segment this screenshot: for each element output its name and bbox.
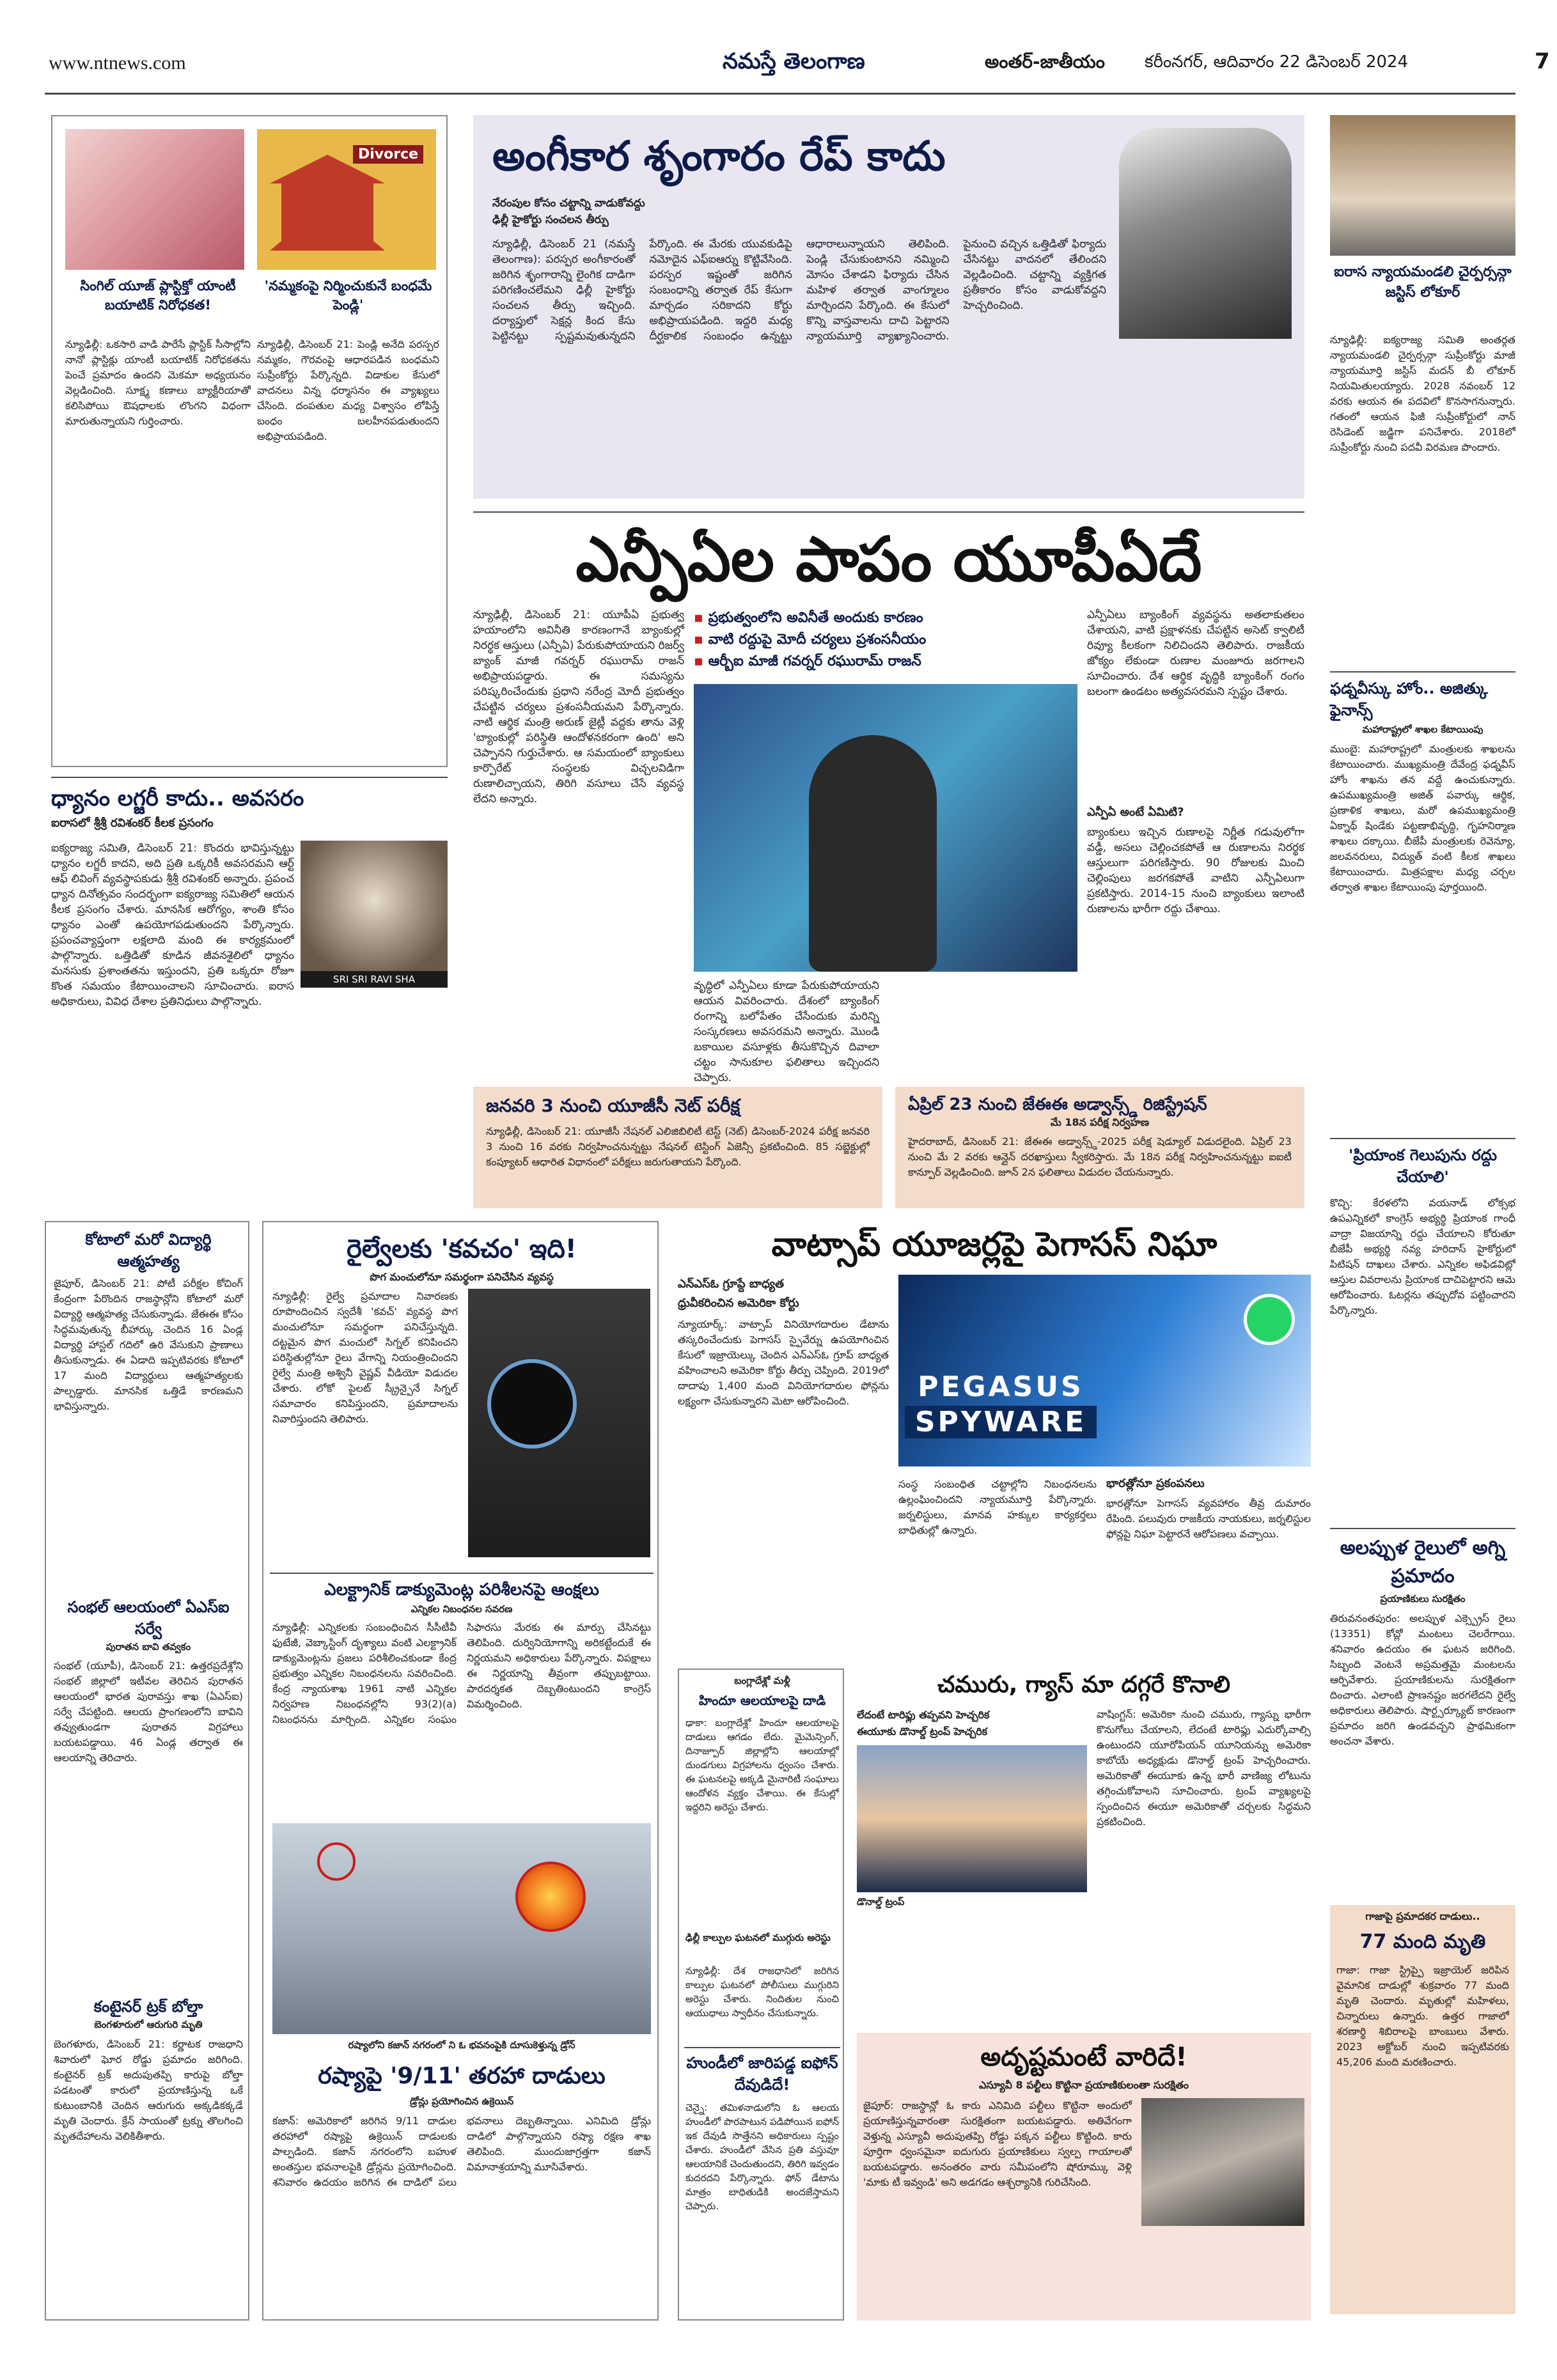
kavach-article — [262, 1221, 659, 2321]
rule-meditation — [51, 777, 448, 778]
sambhal-sub: పురాతన బావి తవ్వకం — [106, 1641, 191, 1653]
russia-body: కజాన్: అమెరికాలో జరిగిన 9/11 దాడుల తరహాలో రష్యాపై ఉక్రెయిన్ దాడులకు పాల్పడింది. కజాన్ నగరంలోని బహుళ అంతస్తుల భవనాలపైకి డ్రోన్లను ప్రయోగించింది. శనివారం ఉదయం జరిగిన ఈ దాడిలో పలు భవనాలు దెబ్బతిన్నాయి. ఎనిమిది డ్రోన్లు దాడిలో పాల్గొన్నాయని రష్యా రక్షణ శాఖ తెలిపింది. ముందుజాగ్రత్తగా కజాన్ విమానాశ్రయాన్ని మూసివేశారు. — [272, 2115, 651, 2188]
kavach-body: న్యూఢిల్లీ: రైల్వే ప్రమాదాల నివారణకు రూపొందించిన స్వదేశీ 'కవచ్' వ్యవస్థ పొగ మంచులోనూ సమర్థంగా పనిచేస్తున్నది. దట్టమైన పొగ మంచులో సిగ్నల్ కనిపించని పరిస్థితుల్లోనూ రైలు వేగాన్ని నియంత్రించిందని రైల్వే మంత్రి అశ్వినీ వైష్ణవ్ వీడియో విడుదల చేశారు. లోకో పైలట్ స్క్రీన్పైనే సిగ్నల్ సమాచారం కనిపిస్తుందని, ప్రమాదాలను నివారిస్తుందని తెలిపారు. — [272, 1290, 458, 1425]
jee-sub: మే 18న పరీక్ష నిర్వహణ — [1050, 1116, 1150, 1128]
body-plastic: న్యూఢిల్లీ: ఒకసారి వాడి పారేసే ప్లాస్టిక్ సీసాల్లోని నానో ప్లాస్టిక్లు యాంటీ బయాటిక్ నిరోధకతను పెంచే ప్రమాదం ఉందని మెకమా అధ్యయనం వెల్లడించింది. సూక్ష్మ కణాలు బ్యాక్టీరియాతో కలిసిపోయి ఔషధాలకు లొంగని విధంగా మారుతున్నాయని గుర్తించారు. — [65, 338, 251, 427]
npa-body-3: వృద్ధిలో ఎన్పీఏలు కూడా పేరుకుపోయాయని ఆయన వివరించారు. దేశంలో బ్యాంకింగ్ రంగాన్ని బలోపేతం చేసేందుకు మరిన్ని సంస్కరణలు అవసరమని అన్నారు. మొండి బకాయిల వసూళ్లకు తీసుకొచ్చిన దివాలా చట్టం సానుకూల ఫలితాలు ఇచ్చిందని చెప్పారు. — [694, 979, 879, 1084]
court-icon — [270, 155, 385, 251]
lokur-photo — [1330, 115, 1515, 256]
docs-headline: ఎలక్ట్రానిక్ డాక్యుమెంట్ల పరిశీలనపై ఆంక్షలు — [324, 1580, 599, 1599]
pegasus-word: PEGASUS — [918, 1371, 1084, 1403]
lucky-headline: అదృష్టమంటే వారిదే! — [980, 2042, 1187, 2072]
speedometer-icon — [487, 1359, 577, 1449]
train-fire-article — [1330, 1534, 1515, 1899]
kavach-sub: పొగ మంచులోనూ సమర్థంగా పనిచేసిన వ్యవస్థ — [370, 1271, 554, 1283]
bangladesh-headline: హిందూ ఆలయాలపై దాడి — [698, 1693, 826, 1708]
russia-sub: డ్రోన్లు ప్రయోగించిన ఉక్రెయిన్ — [409, 2096, 514, 2107]
consent-headline: అంగీకార శృంగారం రేప్ కాదు — [492, 133, 946, 180]
iphone-headline: హుండీలో జారిపడ్డ ఐఫోన్ దేవుడిదే! — [686, 2054, 838, 2094]
gaza-headline: 77 మంది మృతి — [1359, 1931, 1486, 1953]
speaker-silhouette — [809, 735, 937, 972]
divorce-text: Divorce — [353, 145, 423, 164]
divorce-image — [257, 129, 436, 270]
bullet-item: ▪ ఆర్బీఐ మాజీ గవర్నర్ రఘురామ్ రాజన్ — [694, 651, 1077, 673]
jee-article — [895, 1087, 1304, 1208]
fadnavis-body: ముంబై: మహారాష్ట్రలో మంత్రులకు శాఖలను కేటాయించారు. ముఖ్యమంత్రి దేవేంద్ర ఫడ్నవీస్ హోం శాఖను తన వద్దే ఉంచుకున్నారు. ఉపముఖ్యమంత్రి అజిత్ పవార్కు ఆర్థిక, ప్రణాళిక శాఖలు, మరో ఉపముఖ్యమంత్రి ఏక్నాథ్ షిండేకు పట్టణాభివృద్ధి, గృహనిర్మాణ శాఖలు దక్కాయి. బీజేపీ మంత్రులకు రెవెన్యూ, జలవనరులు, విద్యుత్ వంటి కీలక శాఖలు కేటాయించారు. మిత్రపక్షాల మధ్య చర్చల తర్వాత శాఖల కేటాయింపు పూర్తయింది. — [1330, 743, 1515, 893]
lokur-article — [1330, 115, 1515, 665]
ugc-headline: జనవరి 3 నుంచి యూజీసీ నెట్ పరీక్ష — [486, 1095, 740, 1116]
caption-plastic: సింగిల్ యూజ్ ప్లాస్టిక్తో యాంటీ బయాటిక్ నిరోధకత! — [80, 278, 236, 313]
fadnavis-headline: ఫడ్నవీస్కు హోం.. అజిత్కు ఫైనాన్స్ — [1330, 680, 1488, 719]
priyanka-headline: 'ప్రియాంక గెలుపును రద్దు చేయాలి' — [1348, 1146, 1498, 1186]
paper-name: నమస్తే తెలంగాణ — [723, 49, 865, 74]
body-marriage: న్యూఢిల్లీ, డిసెంబర్ 21: పెండ్లి అనేది పరస్పర నమ్మకం, గౌరవంపై ఆధారపడిన బంధమని సుప్రీంకోర్టు పేర్కొన్నది. విడాకుల కేసులో వాదనలు విన్న ధర్మాసనం ఈ వ్యాఖ్యలు చేసింది. దంపతుల మధ్య విశ్వాసం లోపిస్తే బంధం బలహీనపడుతుందని అభిప్రాయపడింది. — [257, 338, 439, 442]
infographic-box — [51, 115, 448, 767]
pegasus-headline: వాట్సాప్ యూజర్లపై పెగాసస్ నిఘా — [771, 1225, 1217, 1264]
bullet-item: ఢిల్లీ హైకోర్టు సంచలన తీర్పు — [492, 214, 609, 226]
bacteria-image — [65, 129, 244, 270]
bullet-item: లేదంటే టారిఫ్లు తప్పవని హెచ్చరిక — [857, 1709, 990, 1721]
priyanka-body: కొచ్చి: కేరళలోని వయనాడ్ లోక్సభ ఉపఎన్నికలో కాంగ్రెస్ అభ్యర్థి ప్రియాంక గాంధీ వాద్రా విజయాన్ని రద్దు చేయాలని కోరుతూ బీజేపీ అభ్యర్థి నవ్య హరిదాస్ హైకోర్టులో పిటిషన్ దాఖలు చేశారు. ఎన్నికల అఫిడవిట్లో ఆస్తుల వివరాలను ప్రియాంక దాచిపెట్టారని ఆమె ఆరోపించారు. ఓటర్లను తప్పుదోవ పట్టించారని పేర్కొన్నారు. — [1330, 1197, 1515, 1316]
gaza-label: గాజాపై ప్రమాదకర దాడులు.. — [1365, 1910, 1480, 1922]
npa-article — [473, 518, 1304, 1084]
meditation-sub: ఐరాసలో శ్రీశ్రీ రవిశంకర్ కీలక ప్రసంగం — [51, 816, 214, 830]
npa-sidehead: ఎన్పీఏ అంటే ఏమిటి? — [1087, 805, 1184, 819]
meditation-body: ఐక్యరాజ్య సమితి, డిసెంబర్ 21: కొందరు భావిస్తున్నట్టు ధ్యానం లగ్జరీ కాదని, అది ప్రతి ఒక్కరికీ అవసరమని ఆర్ట్ ఆఫ్ లివింగ్ వ్యవస్థాపకుడు శ్రీశ్రీ రవిశంకర్ అన్నారు. ప్రపంచ ధ్యాన దినోత్సవం సందర్భంగా ఐక్యరాజ్య సమితిలో ఆయన కీలక ప్రసంగం చేశారు. మానసిక ఆరోగ్యం, శాంతి కోసం ధ్యానం ఎంతో ఉపయోగపడుతుందని పేర్కొన్నారు. ప్రపంచవ్యాప్తంగా లక్షలాది మంది ఈ కార్యక్రమంలో పాల్గొన్నారు. ఒత్తిడితో కూడిన జీవనశైలిలో ధ్యానం మనసుకు ప్రశాంతతను ఇస్తుందని, ప్రతి ఒక్కరూ రోజూ కొంత సమయం కేటాయించాలని సూచించారు. ఐరాస అధికారులు, వివిధ దేశాల ప్రతినిధులు పాల్గొన్నారు. — [51, 842, 294, 1008]
fadnavis-sub: మహారాష్ట్రలో శాఖల కేటాయింపు — [1362, 724, 1483, 735]
priyanka-article — [1330, 1144, 1515, 1521]
rajan-photo — [694, 684, 1077, 972]
kota-body: జైపూర్, డిసెంబర్ 21: పోటీ పరీక్షల కోచింగ్ కేంద్రంగా పేరొందిన రాజస్థాన్లోని కోటాలో మరో విద్యార్థి ఆత్మహత్య చేసుకున్నాడు. జేఈఈ కోసం సిద్ధమవుతున్న బీహార్కు చెందిన 16 ఏండ్ల విద్యార్థి హాస్టల్ గదిలో ఉరి వేసుకుని ప్రాణాలు తీసుకున్నాడు. ఈ ఏడాది ఇప్పటివరకు కోటాలో 17 మంది విద్యార్థులు ఆత్మహత్యలకు పాల్పడ్డారు. మానసిక ఒత్తిడే కారణమని భావిస్తున్నారు. — [54, 1277, 243, 1412]
dateline: కరీంనగర్, ఆదివారం 22 డిసెంబర్ 2024 — [1145, 52, 1409, 72]
site-url[interactable]: www.ntnews.com — [49, 52, 186, 74]
russia-headline: రష్యాపై '9/11' తరహా దాడులు — [318, 2063, 606, 2089]
rule-iphone — [684, 2047, 840, 2048]
lokur-headline: ఐరాస న్యాయమండలి చైర్పర్సన్గా జస్టిస్ లోకూర్ — [1334, 264, 1512, 300]
rule-priyanka — [1330, 1138, 1515, 1139]
bullet-item: ఎన్ఎస్ఓ గ్రూప్దే బాధ్యత — [678, 1277, 785, 1291]
gaza-body: గాజా: గాజా స్ట్రిప్పై ఇజ్రాయెల్ జరిపిన వైమానిక దాడుల్లో శుక్రవారం 77 మంది మృతి చెందారు. మృతుల్లో మహిళలు, చిన్నారులు ఉన్నారు. ఉత్తర గాజాలో శరణార్థి శిబిరాలపై బాంబులు వేశారు. 2023 అక్టోబర్ నుంచి ఇప్పటివరకు 45,206 మంది మరణించారు. — [1336, 1964, 1509, 2068]
pegasus-body-2: సంస్థ సంబంధిత చట్టాల్లోని నిబంధనలను ఉల్లంఘించిందని న్యాయమూర్తి పేర్కొన్నారు. జర్నలిస్టులు, మానవ హక్కుల కార్యకర్తలు బాధితుల్లో ఉన్నారు. — [898, 1478, 1097, 1536]
drone-caption: రష్యాలోని కజాన్ నగరంలో ని ఓ భవనంపైకి దూసుకెళ్తున్న డ్రోన్ — [348, 2039, 575, 2051]
drone-attack-image — [272, 1823, 651, 2034]
ravishankar-photo — [301, 841, 448, 988]
lokur-body: న్యూఢిల్లీ: ఐక్యరాజ్య సమితి అంతర్గత న్యాయమండలి చైర్పర్సన్గా సుప్రీంకోర్టు మాజీ న్యాయమూర్తి జస్టిస్ మదన్ బీ లోకూర్ నియమితులయ్యారు. 2028 నవంబర్ 12 వరకు ఆయన ఈ పదవిలో కొనసాగనున్నారు. గతంలో ఆయన ఫిజీ సుప్రీంకోర్టులో నాన్ రెసిడెంట్ జడ్జిగా పనిచేశారు. 2018లో సుప్రీంకోర్టు నుంచి పదవీ విరమణ పొందారు. — [1330, 334, 1515, 453]
iphone-body: చెన్నై: తమిళనాడులోని ఓ ఆలయ హుండీలో పొరపాటున పడిపోయిన ఐఫోన్ ఇక దేవుడి సొత్తేనని అధికారులు స్పష్టం చేశారు. హుండీలో వేసిన ప్రతి వస్తువూ ఆలయానికే చెందుతుందని, తిరిగి ఇవ్వడం కుదరదని పేర్కొన్నారు. ఫోన్ డేటాను మాత్రం బాధితుడికి అందజేస్తామని చెప్పారు. — [685, 2102, 839, 2212]
banner-text: SRI SRI RAVI SHA — [301, 971, 448, 988]
trump-headline: చమురు, గ్యాస్ మా దగ్గరే కొనాలి — [937, 1672, 1230, 1698]
meditation-headline: ధ్యానం లగ్జరీ కాదు.. అవసరం — [51, 786, 304, 811]
couple-image — [1119, 128, 1292, 339]
truck-body: బెంగళూరు, డిసెంబర్ 21: కర్ణాటక రాజధాని శివారులో ఘోర రోడ్డు ప్రమాదం జరిగింది. కంటైనర్ ట్రక్ అదుపుతప్పి కారుపై బోల్తా పడటంతో కారులో ప్రయాణిస్తున్న ఒకే కుటుంబానికి చెందిన ఆరుగురు అక్కడికక్కడే మృతి చెందారు. క్రేన్ సాయంతో ట్రక్ను తొలగించి మృతదేహాలను వెలికితీశారు. — [54, 2038, 243, 2142]
lucky-body: జైపూర్: రాజస్థాన్లో ఓ కారు ఎనిమిది పల్టీలు కొట్టినా అందులో ప్రయాణిస్తున్నవారంతా సురక్షితంగా బయటపడ్డారు. అతివేగంగా వెళ్తున్న ఎస్యూవీ అదుపుతప్పి రోడ్డు పక్కన పల్టీలు కొట్టింది. కారు పూర్తిగా ధ్వంసమైనా ఐదుగురు ప్రయాణికులు స్వల్ప గాయాలతో బయటపడ్డారు. అనంతరం వారు సమీపంలోని షోరూమ్కు వెళ్లి 'మాకు టీ ఇవ్వండి' అని అడగడం ఆశ్చర్యానికి గురిచేసింది. — [863, 2099, 1132, 2188]
pegasus-article — [678, 1221, 1311, 1656]
ugc-body: న్యూఢిల్లీ, డిసెంబర్ 21: యూజీసీ నేషనల్ ఎలిజిబిలిటీ టెస్ట్ (నెట్) డిసెంబర్-2024 పరీక్ష జనవరి 3 నుంచి 16 వరకు నిర్వహించనున్నట్టు నేషనల్ టెస్టింగ్ ఏజెన్సీ ప్రకటించింది. 85 సబ్జెక్టుల్లో కంప్యూటర్ ఆధారిత విధానంలో పరీక్షలు జరుగుతాయని పేర్కొంది. — [486, 1125, 870, 1168]
trump-body: వాషింగ్టన్: అమెరికా నుంచి చమురు, గ్యాస్ను భారీగా కొనుగోలు చేయాలని, లేదంటే టారిఫ్లు ఎదుర్కోవాల్సి ఉంటుందని యూరోపియన్ యూనియన్ను అమెరికా కాబోయే అధ్యక్షుడు డొనాల్డ్ ట్రంప్ హెచ్చరించారు. అమెరికాతో ఈయూకు ఉన్న భారీ వాణిజ్య లోటును తగ్గించుకోవాలని సూచించారు. ట్రంప్ వ్యాఖ్యలపై స్పందించిన ఈయూ అమెరికాతో చర్చలకు సిద్ధమని ప్రకటించింది. — [1097, 1708, 1311, 1828]
fire-blast — [515, 1862, 586, 1932]
bullet-item: నేరంపుల కోసం చట్టాన్ని వాడుకోవద్దు — [492, 197, 645, 210]
trump-article — [857, 1668, 1311, 2026]
pegasus-sidehead: భారత్లోనూ ప్రకంపనలు — [1106, 1477, 1205, 1490]
gaza-article — [1330, 1905, 1515, 2314]
caption-marriage: 'నమ్మకంపై నిర్మించుకునే బంధమే పెండ్లి' — [264, 278, 432, 313]
lucky-article — [857, 2033, 1311, 2321]
sambhal-body: సంభల్ (యూపీ), డిసెంబర్ 21: ఉత్తరప్రదేశ్లోని సంభల్ జిల్లాలో ఇటీవల తెరిచిన పురాతన ఆలయంలో భారత పురావస్తు శాఖ (ఏఎస్ఐ) సర్వే చేపట్టింది. ఆలయ ప్రాంగణంలోని బావిని తవ్వుతుండగా పురాతన విగ్రహాలు బయటపడ్డాయి. 46 ఏండ్ల తర్వాత ఈ ఆలయాన్ని తెరిచారు. — [54, 1660, 243, 1764]
bangladesh-body: ఢాకా: బంగ్లాదేశ్లో హిందూ ఆలయాలపై దాడులు ఆగడం లేదు. మైమెన్సింగ్, దినాజ్పూర్ జిల్లాల్లోని ఆలయాల్లో దుండగులు విగ్రహాలను ధ్వంసం చేశారు. ఈ ఘటనలపై అక్కడి మైనారిటీ సంఘాలు ఆందోళన వ్యక్తం చేశాయి. ఈ కేసుల్లో ఇద్దరిని అరెస్టు చేశారు. — [685, 1717, 839, 1813]
drone-marker — [317, 1842, 356, 1881]
sambhal-headline: సంభల్ ఆలయంలో ఏఎస్ఐ సర్వే — [67, 1598, 230, 1638]
docs-sub: ఎన్నికల నిబంధనల సవరణ — [411, 1603, 513, 1615]
fadnavis-article — [1330, 678, 1515, 1125]
pegasus-body-3: భారత్లోనూ పెగాసస్ వ్యవహారం తీవ్ర దుమారం రేపింది. పలువురు రాజకీయ నాయకులు, జర్నలిస్టుల ఫోన్లపై నిఘా పెట్టారనే ఆరోపణలు వచ్చాయి. — [1106, 1497, 1311, 1540]
bullet-item: ఈయూకు డొనాల్డ్ ట్రంప్ హెచ్చరిక — [857, 1725, 988, 1738]
trump-caption: డొనాల్డ్ ట్రంప్ — [857, 1896, 905, 1908]
page-number: 7 — [1535, 49, 1550, 74]
masthead — [45, 45, 1550, 83]
jee-body: హైదరాబాద్, డిసెంబర్ 21: జేఈఈ అడ్వాన్స్డ్-2025 పరీక్ష షెడ్యూల్ విడుదలైంది. ఏప్రిల్ 23 నుంచి మే 2 వరకు ఆన్లైన్ దరఖాస్తులు స్వీకరిస్తారు. మే 18న పరీక్ష నిర్వహించనున్నట్టు ఐఐటీ కాన్పూర్ వెల్లడించింది. జూన్ 2న ఫలితాలు విడుదల చేయనున్నారు. — [908, 1135, 1292, 1178]
wrecked-car-photo — [1141, 2098, 1304, 2226]
kota-headline: కోటాలో మరో విద్యార్థి ఆత్మహత్య — [85, 1231, 212, 1270]
whatsapp-icon — [1244, 1294, 1295, 1345]
delhi-sidehead: ఢిల్లీ కాల్పుల ఘటనలో ముగ్గురు అరెస్టు — [685, 1932, 831, 1943]
bullet-item: ధ్రువీకరించిన అమెరికా కోర్టు — [678, 1296, 799, 1310]
npa-body-2: ఎన్పీఏలు బ్యాంకింగ్ వ్యవస్థను అతలాకుతలం చేశాయని, వాటి ప్రక్షాళనకు చేపట్టిన అసెట్ క్వాలిటీ రివ్యూ కీలకంగా నిలిచిందని తెలిపారు. రాజకీయ జోక్యం లేకుండా రుణాల మంజూరు జరగాలని సూచించారు. దేశ ఆర్థిక వృద్ధికి బ్యాంకింగ్ రంగం బలంగా ఉండటం అత్యవసరమని స్పష్టం చేశారు. — [1087, 609, 1304, 698]
delhi-body: న్యూఢిల్లీ: దేశ రాజధానిలో జరిగిన కాల్పుల ఘటనలో పోలీసులు ముగ్గురిని అరెస్టు చేశారు. నిందితుల నుంచి ఆయుధాలు స్వాధీనం చేసుకున్నారు. — [685, 1965, 839, 2019]
lucky-sub: ఎస్యూవీ 8 పల్టీలు కొట్టినా ప్రయాణికులంతా సురక్షితం — [978, 2079, 1189, 2091]
rule-docs — [270, 1573, 653, 1574]
bangladesh-box — [678, 1668, 844, 2321]
masthead-rule — [45, 93, 1515, 95]
rule-npa — [473, 511, 1304, 513]
kavach-headline: రైల్వేలకు 'కవచం' ఇది! — [347, 1234, 577, 1264]
spyware-word: SPYWARE — [905, 1406, 1097, 1438]
locomotive-dashboard-image — [468, 1289, 650, 1557]
npa-body-1: న్యూఢిల్లీ, డిసెంబర్ 21: యూపీఏ ప్రభుత్వ హయాంలోని అవినీతి కారణంగానే బ్యాంకుల్లో నిరర్థక ఆస్తులు (ఎన్పీఏ) పేరుకుపోయాయని రిజర్వ్ బ్యాంక్ మాజీ గవర్నర్ రఘురామ్ రాజన్ అభిప్రాయపడ్డారు. ఈ సమస్యను పరిష్కరించేందుకు ప్రధాని నరేంద్ర మోదీ ప్రభుత్వం చేపట్టిన చర్యలు ప్రశంసనీయమని పేర్కొన్నారు. నాటి ఆర్థిక మంత్రి అరుణ్ జైట్లీ వద్దకు తాను వెళ్లి 'బ్యాంకుల్లో పరిస్థితి ఆందోళనకరంగా ఉంది' అని చెప్పానని గుర్తుచేశారు. ఆ సమయంలో బ్యాంకులు కార్పొరేట్ సంస్థలకు విచ్చలవిడిగా రుణాలిచ్చాయని, తిరిగి వసూలు చేసే వ్యవస్థ లేదని అన్నారు. — [473, 609, 684, 805]
pegasus-body-1: న్యూయార్క్: వాట్సాప్ వినియోగదారుల డేటాను తస్కరించేందుకు పెగాసస్ స్పైవేర్ను ఉపయోగించిన కేసులో ఇజ్రాయెల్కు చెందిన ఎన్ఎస్ఓ గ్రూప్ బాధ్యత వహించాలని అమెరికా కోర్టు తీర్పు చెప్పింది. 2019లో దాదాపు 1,400 మంది వినియోగదారుల ఫోన్లను లక్ష్యంగా చేసుకున్నారని మెటా ఆరోపించింది. — [678, 1318, 889, 1407]
bullet-item: ▪ వాటి రద్దుపై మోదీ చర్యలు ప్రశంసనీయం — [694, 629, 1077, 651]
bullet-item: ▪ ప్రభుత్వంలోని అవినీతే అందుకు కారణం — [694, 607, 1077, 629]
ugc-net-article — [473, 1087, 882, 1208]
truck-sub: బెంగళూరులో ఆరుగురి మృతి — [94, 2019, 203, 2030]
consent-body: న్యూఢిల్లీ, డిసెంబర్ 21 (నమస్తే తెలంగాణ): పరస్పర అంగీకారంతో జరిగిన శృంగారాన్ని లైంగిక దాడిగా పరిగణించలేమని ఢిల్లీ హైకోర్టు సంచలన తీర్పు ఇచ్చింది. దర్యాప్తులో సెక్షన్ల కింద కేసు పెట్టినట్టు స్పష్టమవుతున్నదని పేర్కొంది. ఈ మేరకు యువకుడిపై నమోదైన ఎఫ్ఐఆర్ను కొట్టివేసింది. పరస్పర ఇష్టంతో జరిగిన సంబంధాన్ని తర్వాత రేప్ కేసుగా మార్చడం సరికాదని కోర్టు అభిప్రాయపడింది. ఇద్దరి మధ్య దీర్ఘకాలిక సంబంధం ఉన్నట్టు ఆధారాలున్నాయని తెలిపింది. పెండ్లి చేసుకుంటానని నమ్మించి మోసం చేశాడని ఫిర్యాదు చేసిన మహిళ తర్వాత వాంగ్మూలం మార్చిందని పేర్కొంది. ఈ కేసులో కొన్ని వాస్తవాలను దాచి పెట్టారని న్యాయమూర్తి వ్యాఖ్యానించారు. పైనుంచి వచ్చిన ఒత్తిడితో ఫిర్యాదు చేసినట్టు వాదనలో తేలిందని వెల్లడించింది. చట్టాన్ని వ్యక్తిగత ప్రతీకారం కోసం వాడుకోవద్దని హెచ్చరించింది. — [492, 238, 1106, 343]
briefs-box — [45, 1221, 249, 2321]
docs-body: న్యూఢిల్లీ: ఎన్నికలకు సంబంధించిన సీసీటీవీ ఫుటేజీ, వెబ్కాస్టింగ్ దృశ్యాలు వంటి ఎలక్ట్రానిక్ డాక్యుమెంట్లను ప్రజలు పరిశీలించకుండా కేంద్ర ప్రభుత్వం ఎన్నికల నిబంధనలను సవరించింది. కేంద్ర న్యాయశాఖ 1961 నాటి ఎన్నికల నిర్వహణ నిబంధనల్లోని 93(2)(a) నిబంధనను మార్చింది. ఎన్నికల సంఘం సిఫారసు మేరకు ఈ మార్పు చేసినట్టు తెలిపింది. దుర్వినియోగాన్ని అరికట్టేందుకే ఈ నిర్ణయమని అధికారులు పేర్కొన్నారు. విపక్షాలు ఈ నిర్ణయాన్ని తీవ్రంగా తప్పుబట్టాయి. పారదర్శకత దెబ్బతింటుందని కాంగ్రెస్ విమర్శించింది. — [272, 1621, 651, 1725]
npa-headline: ఎన్పీఏల పాపం యూపీఏదే — [575, 524, 1202, 595]
jee-headline: ఏప్రిల్ 23 నుంచి జేఈఈ అడ్వాన్స్డ్ రిజిస్ట్రేషన్ — [908, 1095, 1207, 1114]
trump-bullets — [857, 1707, 1087, 1740]
bangladesh-label: బంగ్లాదేశ్లో మళ్లీ — [734, 1675, 790, 1686]
fire-body: తిరువనంతపురం: అలప్పుళ ఎక్స్ప్రెస్ రైలు (13351) కోచ్లో మంటలు చెలరేగాయి. శనివారం ఉదయం ఈ ఘటన జరిగింది. సిబ్బంది వెంటనే అప్రమత్తమై మంటలను ఆర్పివేశారు. ప్రయాణికులను సురక్షితంగా దించారు. ఎలాంటి ప్రాణనష్టం జరగలేదని రైల్వే అధికారులు తెలిపారు. షార్ట్సర్క్యూట్ కారణంగా ప్రమాదం జరిగి ఉండవచ్చని ప్రాథమికంగా అంచనా వేశారు. — [1330, 1612, 1515, 1747]
pegasus-image — [898, 1275, 1311, 1466]
npa-bullets — [694, 607, 1077, 673]
npa-body-4: బ్యాంకులు ఇచ్చిన రుణాలపై నిర్ణీత గడువులోగా వడ్డీ, అసలు చెల్లించకపోతే ఆ రుణాలను నిరర్థక ఆస్తులుగా పరిగణిస్తారు. 90 రోజులకు మించి చెల్లింపులు జరగకపోతే వాటిని ఎన్పీఏలుగా ప్రకటిస్తారు. 2014-15 నుంచి బ్యాంకులు ఇలాంటి రుణాలను భారీగా రద్దు చేశాయి. — [1087, 826, 1304, 915]
rule-fadnavis — [1330, 671, 1515, 673]
rule-fire — [1330, 1528, 1515, 1529]
pegasus-bullets — [678, 1275, 889, 1313]
section-name: అంతర్-జాతీయం — [985, 51, 1105, 72]
meditation-article — [51, 783, 448, 1192]
trump-photo — [857, 1745, 1087, 1892]
fire-sub: ప్రయాణికులు సురక్షితం — [1380, 1593, 1466, 1605]
consent-bullets — [492, 195, 703, 228]
fire-headline: అలప్పుళ రైలులో అగ్ని ప్రమాదం — [1340, 1537, 1506, 1587]
consent-article — [473, 115, 1304, 499]
truck-headline: కంటైనర్ ట్రక్ బోల్తా — [93, 1998, 203, 2016]
